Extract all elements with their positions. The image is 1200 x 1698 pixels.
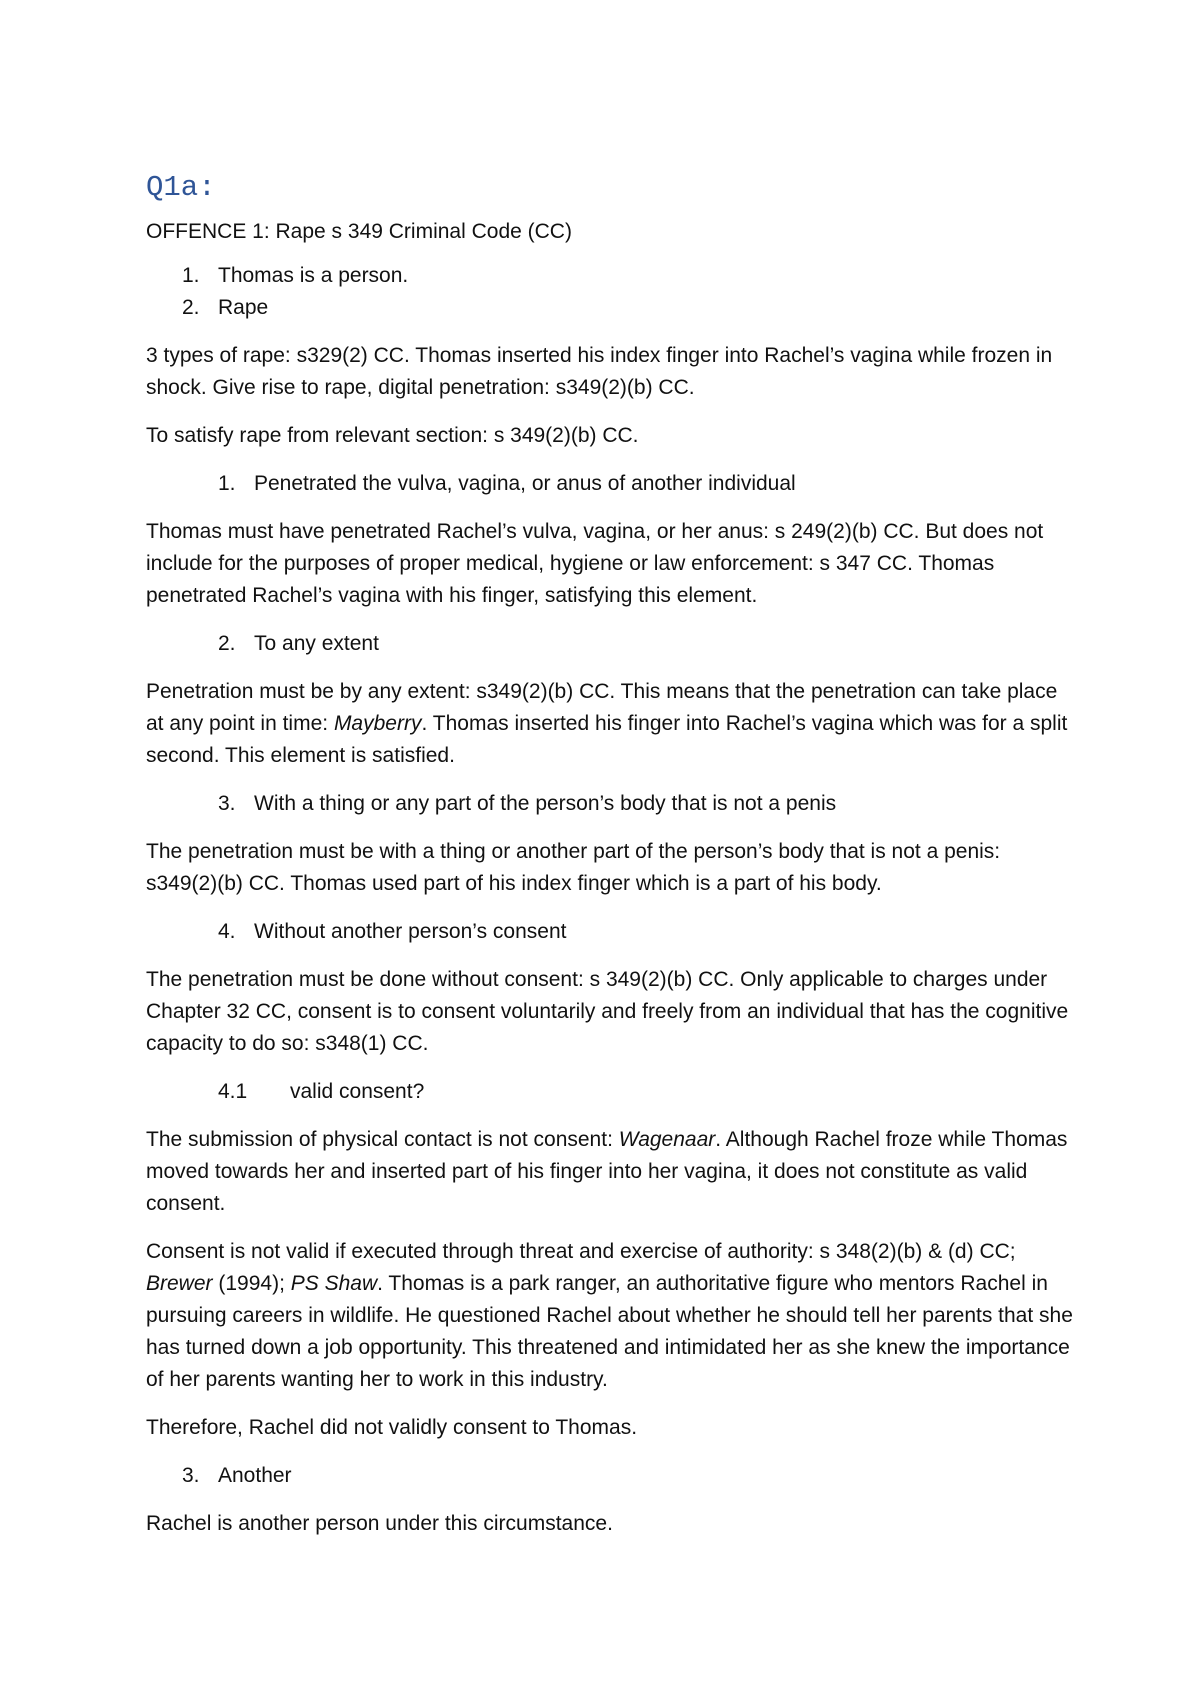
list-text: valid consent? [290,1080,425,1103]
paragraph-threat [146,1236,1076,1396]
list-number: 2. [182,296,200,319]
list-number: 3. [218,792,236,815]
text-run: Consent is not valid if executed through threat and exercise of authority: s 348(2)(b) & (d) CC; [146,1240,1016,1263]
spacer [146,324,1076,340]
question-heading: Q1a: [146,171,216,204]
text-run: . Thomas inserted his finger into Rachel’s vagina which was for a split second. This element is satisfied. [146,712,1068,767]
offence-title: OFFENCE 1: Rape s 349 Criminal Code (CC) [146,220,572,243]
text-run: The submission of physical contact is not consent: [146,1128,619,1151]
list-item [146,260,1076,292]
case-name: Brewer [146,1272,213,1295]
list-text: Without another person’s consent [254,920,567,943]
paragraph-therefore: Therefore, Rachel did not validly consent to Thomas. [146,1416,638,1439]
list-number: 1. [218,472,236,495]
case-name: Wagenaar [618,1128,716,1151]
list-number: 4.1 [218,1080,248,1103]
text-run: (1994); [212,1272,291,1295]
case-name: PS Shaw [290,1272,378,1295]
list-number: 1. [182,264,200,287]
list-text: Thomas is a person. [218,264,409,287]
paragraph-another: Rachel is another person under this circumstance. [146,1512,613,1535]
paragraph-element-4: The penetration must be done without consent: s 349(2)(b) CC. Only applicable to charges under Chapter 32 CC, consent is to consent voluntarily and freely from an individual that has the cognitive capacity to do so: s348(1) CC. [146,968,1069,1055]
paragraph-element-3: The penetration must be with a thing or another part of the person’s body that is not a penis: s349(2)(b) CC. Thomas used part of his index finger which is a part of his body. [146,840,1001,895]
list-text: Penetrated the vulva, vagina, or anus of another individual [254,472,796,495]
element-heading-1 [146,468,1076,500]
list-text: With a thing or any part of the person’s body that is not a penis [254,792,837,815]
text-run: . Although Rachel froze while Thomas moved towards her and inserted part of his finger into her vagina, it does not constitute as valid consent. [146,1128,1068,1215]
text-run: . Thomas is a park ranger, an authoritative figure who mentors Rachel in pursuing careers in wildlife. He questioned Rachel about whether he should tell her parents that she has turned down a job opportunity. This threatened and intimidated her as she knew the importance of her parents wanting her to work in this industry. [146,1272,1073,1391]
paragraph-element-1: Thomas must have penetrated Rachel’s vulva, vagina, or her anus: s 249(2)(b) CC. But does not include for the purposes of proper medical, hygiene or law enforcement: s 347 CC. Thomas penetrated Rachel’s vagina with his finger, satisfying this element. [146,520,1044,607]
list-number: 2. [218,632,236,655]
element-heading-3 [146,788,1076,820]
paragraph-element-2 [146,676,1076,772]
element-heading-4 [146,916,1076,948]
document-page [146,170,1076,1556]
paragraph-types-of-rape: 3 types of rape: s329(2) CC. Thomas inserted his index finger into Rachel’s vagina while frozen in shock. Give rise to rape, digital penetration: s349(2)(b) CC. [146,344,1053,399]
case-name: Mayberry [333,712,422,735]
list-text: Rape [218,296,269,319]
list-text: Another [218,1464,292,1487]
paragraph-satisfy: To satisfy rape from relevant section: s 349(2)(b) CC. [146,424,639,447]
list-number: 3. [182,1464,200,1487]
element-heading-another [146,1460,1076,1492]
element-heading-2 [146,628,1076,660]
paragraph-submission [146,1124,1076,1220]
list-text: To any extent [254,632,379,655]
element-heading-4-1 [146,1076,1076,1108]
list-item [146,292,1076,324]
list-number: 4. [218,920,236,943]
text-run: Penetration must be by any extent: s349(2)(b) CC. This means that the penetration can take place at any point in time: [146,680,1058,735]
